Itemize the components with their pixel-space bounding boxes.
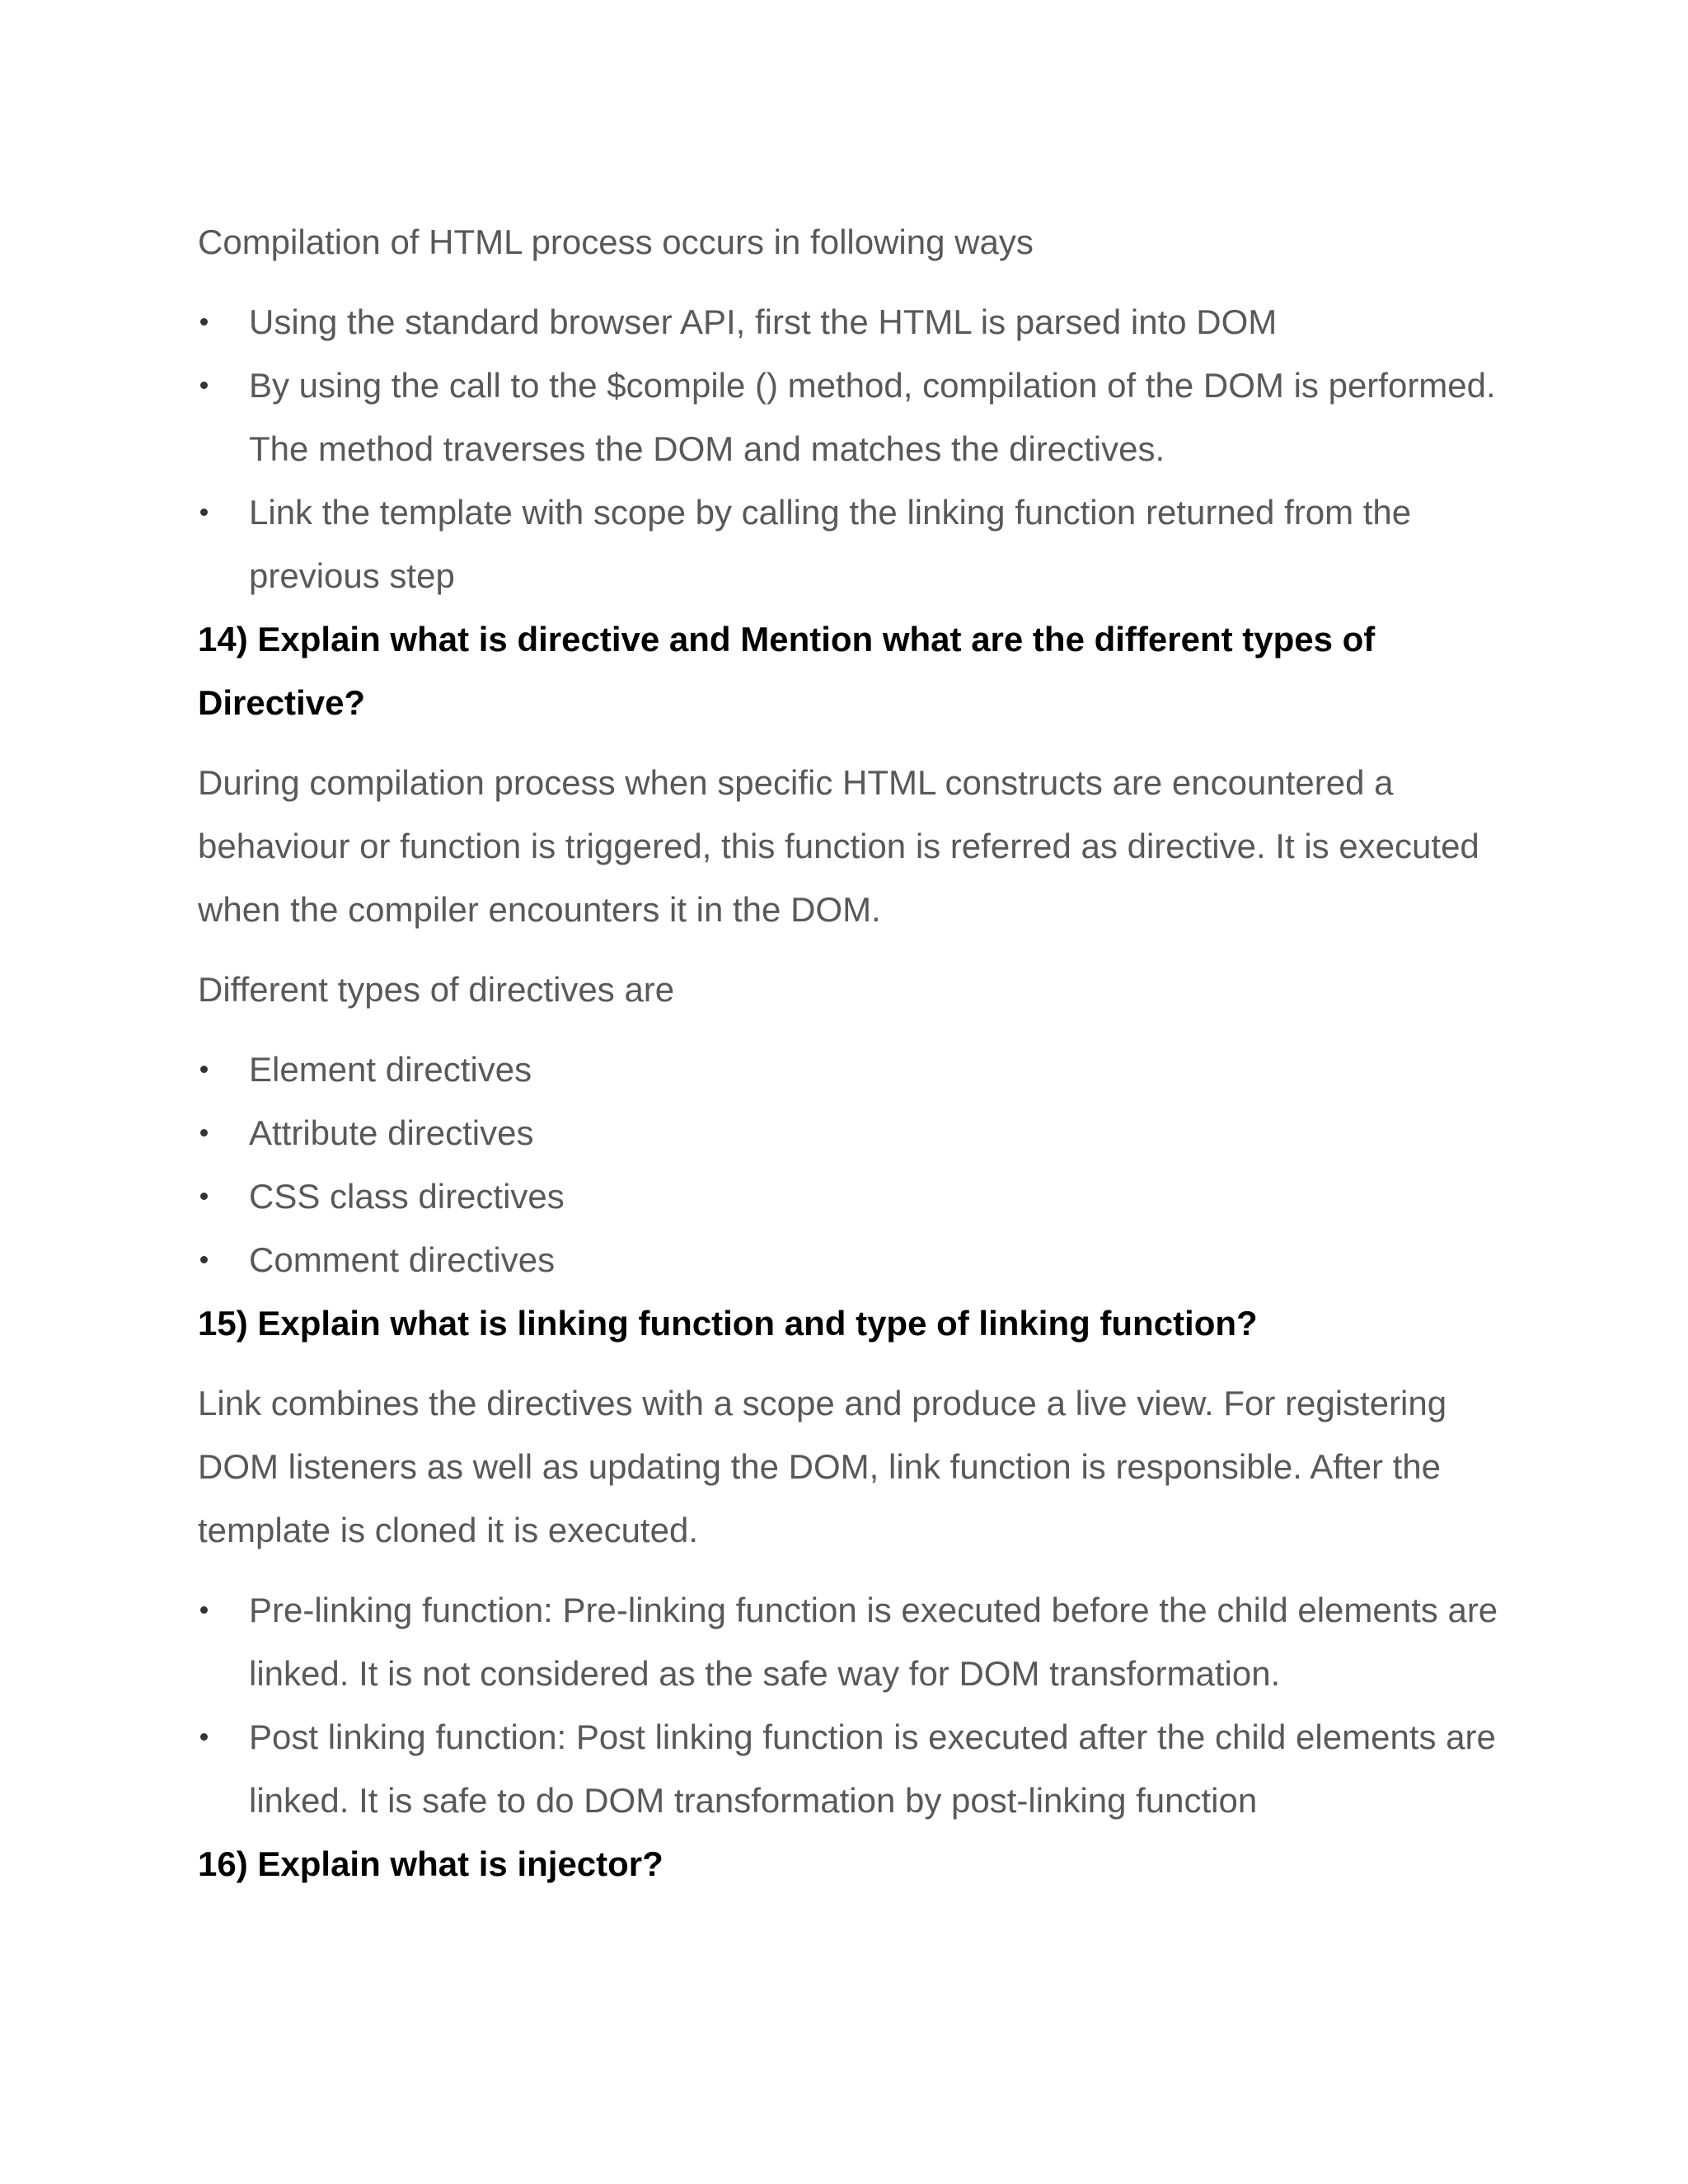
- bullet-icon: [200, 509, 208, 516]
- compile-steps-list: [198, 290, 1500, 607]
- question-15-heading: 15) Explain what is linking function and type of linking function?: [198, 1304, 1258, 1343]
- question-14-answer: During compilation process when specific HTML constructs are encountered a behaviour or function is triggered, this function is referred as directive. It is executed when the compiler encounters it in the DOM.: [198, 763, 1479, 929]
- page-content: [198, 210, 1500, 1896]
- list-item: Element directives: [198, 1038, 1500, 1101]
- list-item: Link the template with scope by calling the linking function returned from the previous step: [198, 480, 1500, 607]
- bullet-icon: [200, 382, 208, 389]
- list-item: Comment directives: [198, 1228, 1500, 1291]
- bullet-icon: [200, 1256, 208, 1263]
- bullet-icon: [200, 1193, 208, 1200]
- list-item: CSS class directives: [198, 1165, 1500, 1228]
- question-15-answer: Link combines the directives with a scope and produce a live view. For registering DOM listeners as well as updating the DOM, link function is responsible. After the template is cloned it is executed.: [198, 1384, 1447, 1549]
- list-item: Attribute directives: [198, 1101, 1500, 1165]
- bullet-icon: [200, 1066, 208, 1073]
- list-item: By using the call to the $compile () method, compilation of the DOM is performed. The method traverses the DOM and matches the directives.: [198, 354, 1500, 480]
- list-item: Pre-linking function: Pre-linking function is executed before the child elements are linked. It is not considered as the safe way for DOM transformation.: [198, 1578, 1500, 1705]
- bullet-icon: [200, 318, 208, 326]
- list-item: Post linking function: Post linking function is executed after the child elements are linked. It is safe to do DOM transformation by post-linking function: [198, 1705, 1500, 1832]
- directive-types-list: [198, 1038, 1500, 1291]
- directive-types-intro: Different types of directives are: [198, 970, 675, 1009]
- question-14-heading: 14) Explain what is directive and Mention what are the different types of Directive?: [198, 620, 1376, 722]
- list-item: Using the standard browser API, first the HTML is parsed into DOM: [198, 290, 1500, 354]
- bullet-icon: [200, 1606, 208, 1614]
- bullet-icon: [200, 1129, 208, 1137]
- linking-types-list: [198, 1578, 1500, 1832]
- intro-paragraph: Compilation of HTML process occurs in following ways: [198, 223, 1034, 261]
- bullet-icon: [200, 1733, 208, 1741]
- question-16-heading: 16) Explain what is injector?: [198, 1844, 663, 1883]
